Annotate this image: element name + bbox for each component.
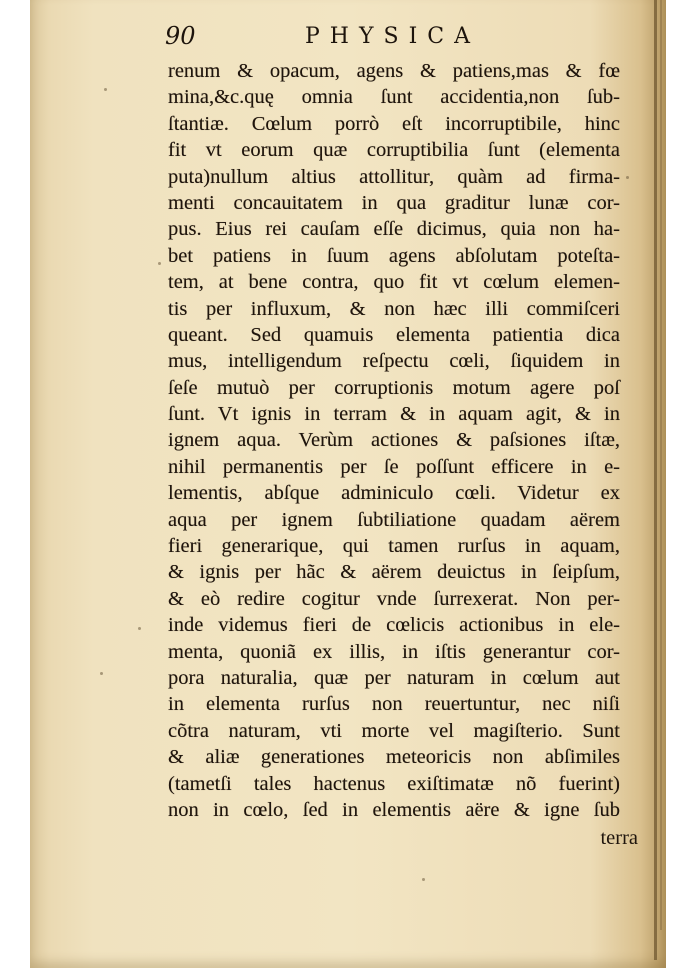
page-number: 90: [165, 22, 196, 50]
text-line: fit vt eorum quæ corruptibilia ſunt (elementa: [168, 139, 620, 162]
text-line: pus. Eius rei cauſam eſſe dicimus, quia non ha-: [168, 218, 620, 241]
page-edge-line: [654, 0, 657, 960]
text-line: ignem aqua. Verùm actiones & paſsiones iſtæ,: [168, 429, 620, 452]
ink-speck: [138, 627, 141, 630]
text-line: nihil permanentis per ſe poſſunt efficere in e-: [168, 455, 620, 478]
text-line: in elementa rurſus non reuertuntur, nec niſi: [168, 693, 620, 716]
text-line: renum & opacum, agens & patiens,mas & fœ: [168, 60, 620, 82]
text-line: aqua per ignem ſubtiliatione quadam aërem: [168, 508, 620, 531]
page-edge-line: [660, 0, 662, 930]
text-line: non in cœlo, ſed in elementis aëre & igne ſub: [168, 798, 620, 821]
text-line: tis per influxum, & non hæc illi commiſceri: [168, 297, 620, 320]
text-line: mina,&c.quę omnia ſunt accidentia,non ſub-: [168, 86, 620, 109]
text-line: mus, intelligendum reſpectu cœli, ſiquidem in: [168, 350, 620, 373]
ink-speck: [422, 878, 425, 881]
text-line: puta)nullum altius attollitur, quàm ad firma-: [168, 165, 620, 188]
text-line: & ignis per hãc & aërem deuictus in ſeipſum,: [168, 561, 620, 584]
text-line: ſtantiæ. Cœlum porrò eſt incorruptibile, hinc: [168, 112, 620, 135]
ink-speck: [100, 672, 103, 675]
text-line: inde videmus fieri de cœlicis actionibus in ele-: [168, 614, 620, 637]
text-line: fieri generarique, qui tamen rurſus in aquam,: [168, 535, 620, 558]
text-line: lementis, abſque adminiculo cœli. Videtur ex: [168, 482, 620, 505]
text-line: (tametſi tales hactenus exiſtimatæ nõ fuerint): [168, 772, 620, 795]
text-line: tem, at bene contra, quo fit vt cœlum elemen-: [168, 271, 620, 294]
running-head: PHYSICA: [305, 24, 480, 49]
text-line: menti concauitatem in qua graditur lunæ cor-: [168, 191, 620, 214]
page-header: [165, 22, 620, 56]
text-line: & aliæ generationes meteoricis non abſimiles: [168, 746, 620, 769]
text-line: ſeſe mutuò per corruptionis motum agere poſ: [168, 376, 620, 399]
text-line: & eò redire cogitur vnde ſurrexerat. Non per-: [168, 587, 620, 610]
catchword: terra: [600, 827, 638, 849]
text-line: pora naturalia, quæ per naturam in cœlum aut: [168, 666, 620, 689]
ink-speck: [104, 88, 107, 91]
body-text: [168, 58, 620, 823]
text-line: cõtra naturam, vti morte vel magiſterio. Sunt: [168, 719, 620, 742]
text-line: ſunt. Vt ignis in terram & in aquam agit, & in: [168, 403, 620, 426]
text-line: queant. Sed quamuis elementa patientia dica: [168, 323, 620, 346]
ink-speck: [626, 176, 629, 179]
ink-speck: [158, 262, 161, 265]
text-line: menta, quoniã ex illis, in iſtis generantur cor-: [168, 640, 620, 663]
text-line: bet patiens in ſuum agens abſolutam poteſta-: [168, 244, 620, 267]
